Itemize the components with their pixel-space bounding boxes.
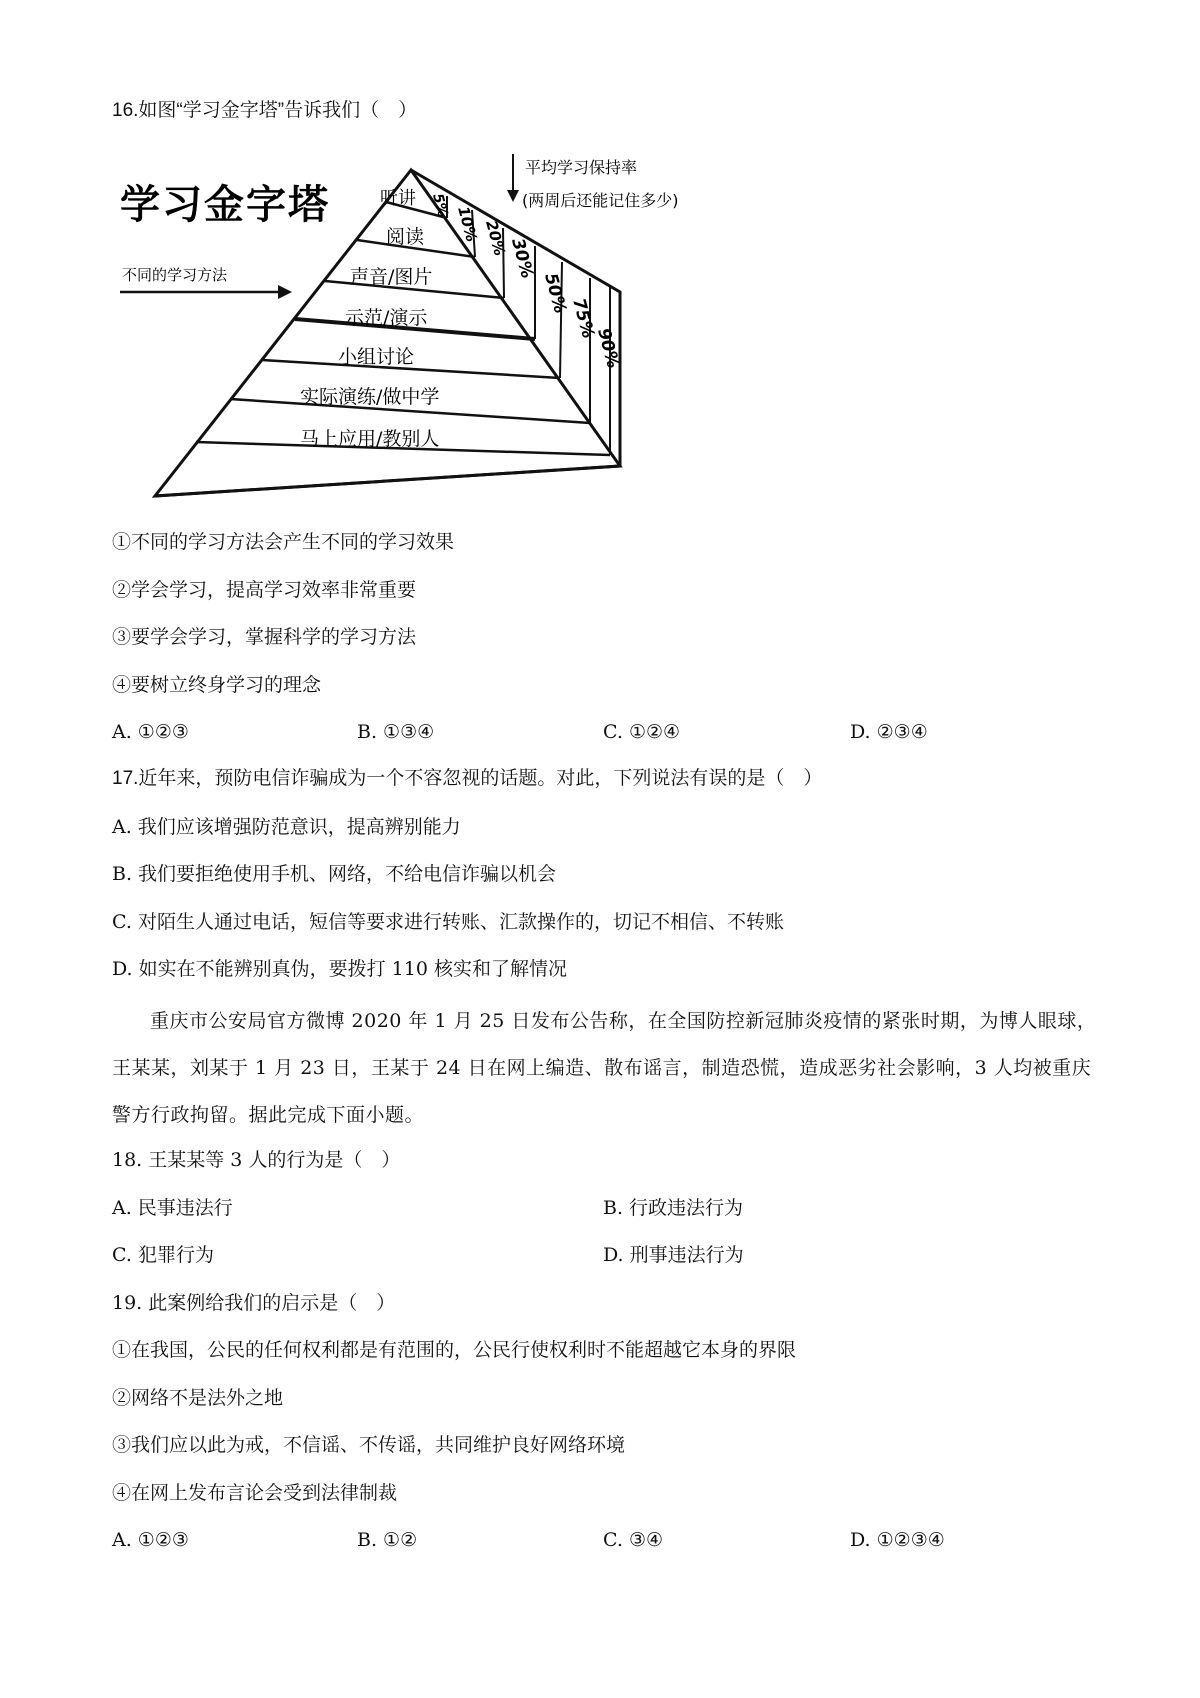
q18-option-a[interactable]: A. 民事违法行 (112, 1197, 233, 1219)
case-passage: 重庆市公安局官方微博 2020 年 1 月 25 日发布公告称，在全国防控新冠肺炎疫情的紧张时期，为博人眼球，王某某，刘某于 1 月 23 日，王某于 24 日在网上编造、散布谣言，制造恐慌，造成恶劣社会影响，3 人均被重庆警方行政拘留。据此完成下面小题。 (112, 1010, 1097, 1126)
q17-option-a[interactable]: A. 我们应该增强防范意识，提高辨别能力 (112, 816, 461, 838)
q16-option-a[interactable]: A. ①②③ (112, 721, 189, 743)
q16-statement-4: ④要树立终身学习的理念 (112, 674, 322, 696)
rate-4: 30% (507, 236, 538, 281)
q17-option-d[interactable]: D. 如实在不能辨别真伪，要拨打 110 核实和了解情况 (112, 958, 567, 980)
pyramid-right-label-1: 平均学习保持率 (525, 158, 638, 177)
q16-statement-1: ①不同的学习方法会产生不同的学习效果 (112, 531, 455, 553)
q16-statement-3: ③要学会学习，掌握科学的学习方法 (112, 626, 417, 648)
q16-option-c[interactable]: C. ①②④ (603, 721, 681, 743)
pyramid-left-label: 不同的学习方法 (122, 266, 228, 284)
q16-option-d[interactable]: D. ②③④ (850, 721, 928, 743)
q18-stem: 18. 王某某等 3 人的行为是（ ） (112, 1149, 401, 1171)
pyramid-level-4: 示范/演示 (345, 307, 428, 329)
q17-option-b[interactable]: B. 我们要拒绝使用手机、网络，不给电信诈骗以机会 (112, 863, 557, 885)
pyramid-level-2: 阅读 (386, 226, 425, 248)
q16-option-b[interactable]: B. ①③④ (357, 721, 435, 743)
pyramid-level-1: 听讲 (380, 188, 416, 209)
q19-option-c[interactable]: C. ③④ (603, 1529, 664, 1551)
pyramid-level-6: 实际演练/做中学 (300, 386, 440, 408)
q17-option-c[interactable]: C. 对陌生人通过电话，短信等要求进行转账、汇款操作的，切记不相信、不转账 (112, 911, 784, 933)
rate-2: 10% (454, 204, 481, 244)
pyramid-title: 学习金字塔 (120, 182, 330, 228)
pyramid-level-5: 小组讨论 (338, 346, 415, 368)
rate-5: 50% (540, 271, 571, 316)
q19-stem: 19. 此案例给我们的启示是（ ） (112, 1292, 396, 1314)
rate-7: 90% (593, 326, 624, 371)
q19-option-a[interactable]: A. ①②③ (112, 1529, 189, 1551)
pyramid-level-3: 声音/图片 (350, 266, 433, 288)
q19-statement-1: ①在我国，公民的任何权利都是有范围的，公民行使权利时不能超越它本身的界限 (112, 1339, 797, 1361)
learning-pyramid-figure (0, 140, 1200, 520)
q18-option-c[interactable]: C. 犯罪行为 (112, 1244, 214, 1266)
rate-1: 5% (429, 191, 451, 220)
q16-stem: 16.如图“学习金字塔”告诉我们（ ） (112, 100, 418, 121)
q19-statement-3: ③我们应以此为戒，不信谣、不传谣，共同维护良好网络环境 (112, 1434, 626, 1456)
q16-statement-2: ②学会学习，提高学习效率非常重要 (112, 579, 417, 601)
q18-option-d[interactable]: D. 刑事违法行为 (603, 1244, 744, 1266)
q19-option-d[interactable]: D. ①②③④ (850, 1529, 945, 1551)
pyramid-right-label-2: (两周后还能记住多少) (522, 191, 679, 210)
q17-stem: 17.近年来，预防电信诈骗成为一个不容忽视的话题。对此，下列说法有误的是（ ） (112, 768, 823, 789)
rate-3: 20% (482, 218, 509, 258)
q19-statement-2: ②网络不是法外之地 (112, 1387, 284, 1409)
pyramid-level-7: 马上应用/教别人 (300, 428, 440, 450)
q19-statement-4: ④在网上发布言论会受到法律制裁 (112, 1482, 398, 1504)
q19-option-b[interactable]: B. ①② (357, 1529, 418, 1551)
q18-option-b[interactable]: B. 行政违法行为 (603, 1197, 744, 1219)
rate-6: 75% (568, 296, 599, 341)
